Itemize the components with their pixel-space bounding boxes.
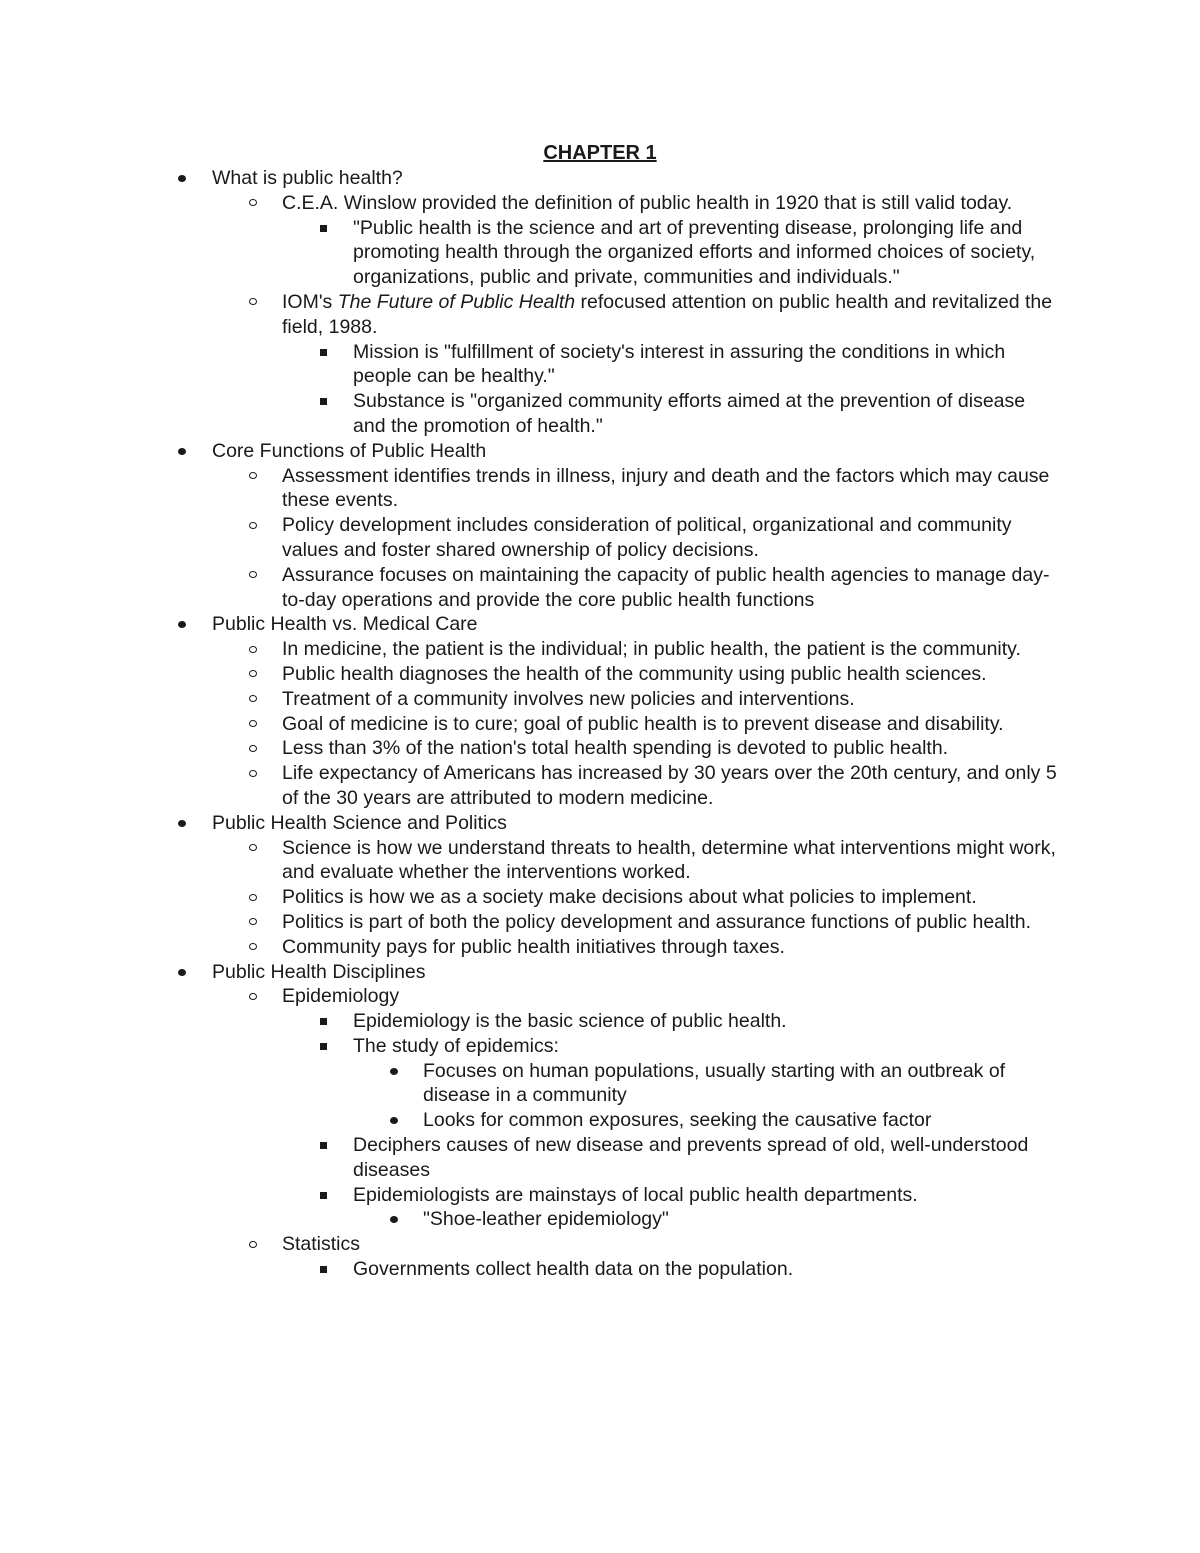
bullet-square-icon xyxy=(320,349,327,356)
outline-item-level-2 xyxy=(0,191,1060,216)
bullet-circle-icon xyxy=(249,670,257,677)
outline-item-level-3 xyxy=(0,216,1060,290)
bullet-square-icon xyxy=(320,1142,327,1149)
outline-item-text: Public Health Disciplines xyxy=(212,960,426,983)
outline-item-text: Community pays for public health initiatives through taxes. xyxy=(282,935,785,958)
bullet-disc-icon xyxy=(390,1117,398,1124)
bullet-circle-icon xyxy=(249,571,257,578)
outline-item-level-2 xyxy=(0,736,1060,761)
bullet-disc-icon xyxy=(178,621,186,628)
bullet-square-icon xyxy=(320,225,327,232)
outline-item-text-rest: refocused attention on public health and revitalized the field, 1988. xyxy=(282,290,1053,338)
outline-item-text: Governments collect health data on the population. xyxy=(353,1258,794,1281)
outline-item-level-2 xyxy=(0,1232,1060,1257)
outline-item-level-1 xyxy=(0,612,1060,637)
outline-item-text: Public Health Science and Politics xyxy=(212,811,507,834)
bullet-circle-icon xyxy=(249,199,257,206)
outline-item-text: Science is how we understand threats to health, determine what interventions might work, and evaluate whether the interventions worked. xyxy=(282,836,1056,884)
outline-item-level-1 xyxy=(0,811,1060,836)
outline-item-text: C.E.A. Winslow provided the definition of public health in 1920 that is still valid today. xyxy=(282,191,1013,214)
outline-item-text: Core Functions of Public Health xyxy=(212,439,487,462)
bullet-square-icon xyxy=(320,398,327,405)
outline-item-text: Policy development includes consideration of political, organizational and community values and foster shared ownership of policy decisions. xyxy=(282,514,1012,561)
bullet-square-icon xyxy=(320,1043,327,1050)
outline-item-level-3 xyxy=(0,389,1060,439)
outline-item-level-2 xyxy=(0,984,1060,1009)
outline-item-text: Looks for common exposures, seeking the causative factor xyxy=(423,1109,932,1132)
book-title: The Future of Public Health xyxy=(337,290,576,313)
outline-item-text: The study of epidemics: xyxy=(353,1034,559,1057)
outline-item-level-1 xyxy=(0,166,1060,191)
bullet-circle-icon xyxy=(249,745,257,752)
outline-item-level-2 xyxy=(0,687,1060,712)
outline-item-level-2 xyxy=(0,761,1060,811)
outline-item-text: "Public health is the science and art of preventing disease, prolonging life and promoting health through the organized efforts and informed choices of society, organizations, public and private, communities and individuals." xyxy=(353,216,1036,289)
bullet-circle-icon xyxy=(249,993,257,1000)
bullet-disc-icon xyxy=(178,820,186,827)
outline-item-text: Less than 3% of the nation's total health spending is devoted to public health. xyxy=(282,737,949,760)
bullet-circle-icon xyxy=(249,918,257,925)
bullet-disc-icon xyxy=(178,969,186,976)
outline-item-level-4 xyxy=(0,1059,1060,1109)
outline-item-text xyxy=(282,290,1060,340)
outline-item-level-3 xyxy=(0,1133,1060,1183)
outline-item-level-1 xyxy=(0,439,1060,464)
bullet-circle-icon xyxy=(249,770,257,777)
outline-item-text: Substance is "organized community efforts aimed at the prevention of disease and the promotion of health." xyxy=(353,390,1026,437)
outline-item-text: What is public health? xyxy=(212,167,403,189)
outline-item-level-3 xyxy=(0,1257,1060,1282)
outline-item-level-2 xyxy=(0,935,1060,960)
bullet-circle-icon xyxy=(249,1241,257,1248)
outline-item-level-2 xyxy=(0,464,1060,514)
bullet-circle-icon xyxy=(249,695,257,702)
chapter-title: CHAPTER 1 xyxy=(543,142,657,164)
outline-item-level-2 xyxy=(0,637,1060,662)
outline-item-text: Assessment identifies trends in illness, injury and death and the factors which may cause these events. xyxy=(282,464,1050,512)
outline-item-text: Public health diagnoses the health of the community using public health sciences. xyxy=(282,662,987,685)
outline-item-text: Statistics xyxy=(282,1233,361,1256)
outline-item-text: Life expectancy of Americans has increased by 30 years over the 20th century, and only 5 of the 30 years are attributed to modern medicine. xyxy=(282,762,1057,809)
bullet-circle-icon xyxy=(249,943,257,950)
outline-item-level-2 xyxy=(0,513,1060,563)
outline-item-level-3 xyxy=(0,1009,1060,1034)
outline-item-text: Public Health vs. Medical Care xyxy=(212,613,478,636)
outline-item-level-2 xyxy=(0,910,1060,935)
outline-item-level-2 xyxy=(0,563,1060,613)
outline-item-level-4 xyxy=(0,1108,1060,1133)
outline-item-level-2 xyxy=(0,712,1060,737)
outline-item-text: Epidemiologists are mainstays of local public health departments. xyxy=(353,1183,918,1206)
bullet-circle-icon xyxy=(249,894,257,901)
outline-item-text-prefix: IOM's xyxy=(282,290,338,313)
bullet-circle-icon xyxy=(249,522,257,529)
bullet-square-icon xyxy=(320,1192,327,1199)
outline-item-text: Epidemiology is the basic science of public health. xyxy=(353,1010,787,1033)
outline-item-level-3 xyxy=(0,340,1060,390)
outline-item-text: Treatment of a community involves new policies and interventions. xyxy=(282,687,855,710)
bullet-disc-icon xyxy=(178,448,186,455)
bullet-circle-icon xyxy=(249,646,257,653)
outline-item-level-2 xyxy=(0,836,1060,886)
bullet-square-icon xyxy=(320,1266,327,1273)
bullet-circle-icon xyxy=(249,720,257,727)
outline-item-text: Goal of medicine is to cure; goal of public health is to prevent disease and disability. xyxy=(282,712,1004,735)
outline-item-level-2 xyxy=(0,290,1060,340)
bullet-disc-icon xyxy=(390,1216,398,1223)
outline-item-level-4 xyxy=(0,1207,1060,1232)
outline-item-level-1 xyxy=(0,960,1060,985)
bullet-circle-icon xyxy=(249,472,257,479)
outline-item-level-2 xyxy=(0,885,1060,910)
outline-item-text: Epidemiology xyxy=(282,985,400,1008)
bullet-disc-icon xyxy=(178,175,186,182)
bullet-circle-icon xyxy=(249,844,257,851)
outline-item-text: "Shoe-leather epidemiology" xyxy=(423,1208,669,1231)
bullet-square-icon xyxy=(320,1018,327,1025)
outline-item-text: Mission is "fulfillment of society's interest in assuring the conditions in which people can be healthy." xyxy=(353,340,1006,388)
outline-item-level-3 xyxy=(0,1183,1060,1208)
outline-item-text: Deciphers causes of new disease and prevents spread of old, well-understood diseases xyxy=(353,1134,1029,1181)
outline-item-text: Assurance focuses on maintaining the capacity of public health agencies to manage day-to-day operations and provide the core public health functions xyxy=(282,563,1050,611)
outline-item-level-3 xyxy=(0,1034,1060,1059)
bullet-circle-icon xyxy=(249,298,257,305)
outline-item-text: Focuses on human populations, usually starting with an outbreak of disease in a community xyxy=(423,1059,1006,1107)
outline-item-text: In medicine, the patient is the individual; in public health, the patient is the community. xyxy=(282,638,1021,661)
bullet-disc-icon xyxy=(390,1068,398,1075)
outline-list xyxy=(0,166,1200,1282)
outline-item-level-2 xyxy=(0,662,1060,687)
outline-item-text: Politics is how we as a society make decisions about what policies to implement. xyxy=(282,886,977,909)
outline-item-text: Politics is part of both the policy development and assurance functions of public health. xyxy=(282,910,1032,933)
